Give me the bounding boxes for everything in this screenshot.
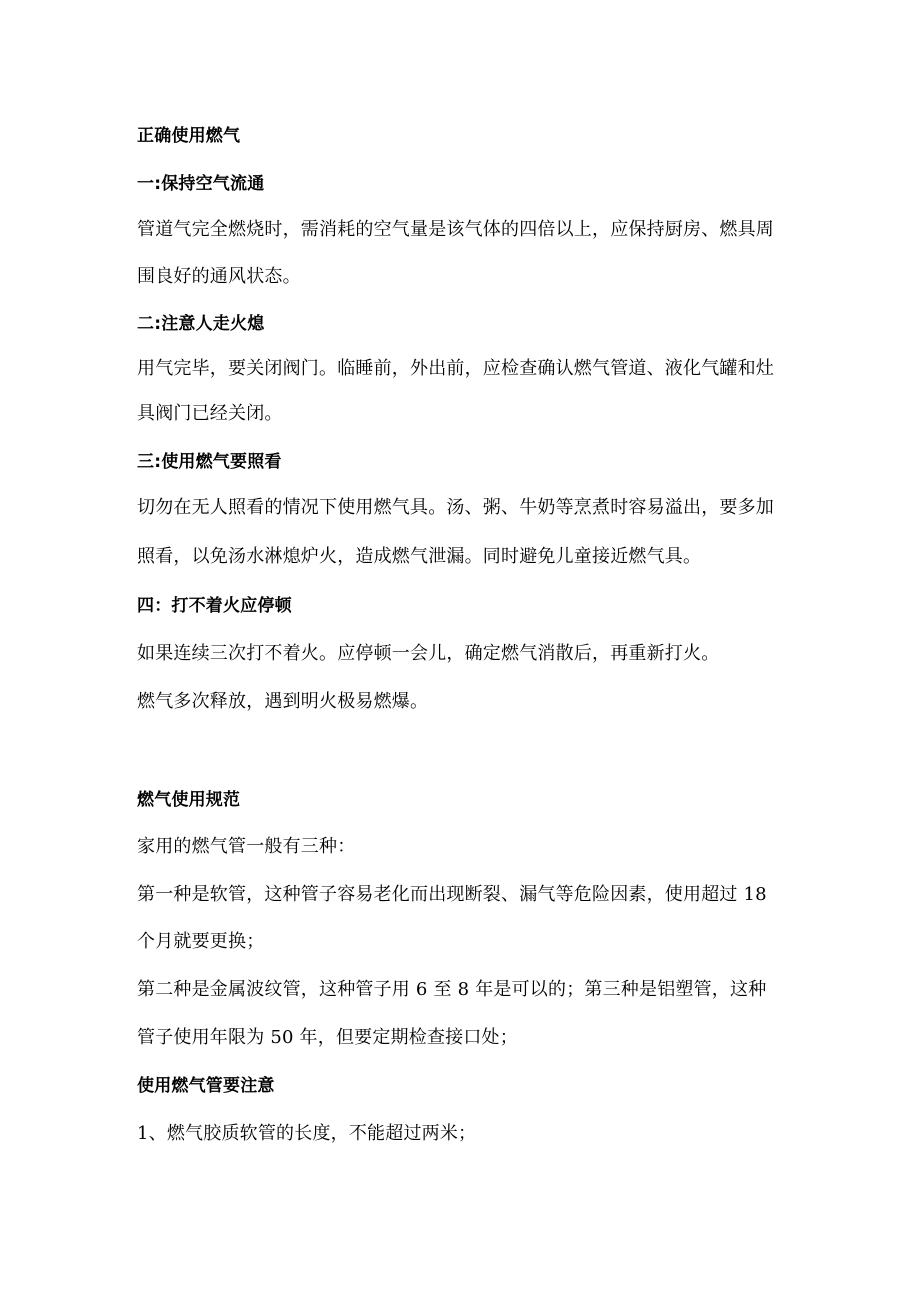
paragraph-line: 第一种是软管，这种管子容易老化而出现断裂、漏气等危险因素，使用超过 18	[137, 884, 767, 905]
paragraph-line: 第二种是金属波纹管，这种管子用 6 至 8 年是可以的；第三种是铝塑管，这种	[137, 979, 767, 1000]
heading-watch-gas-use: 三:使用燃气要照看	[137, 452, 282, 472]
section-title-gas-usage-rules: 燃气使用规范	[137, 790, 241, 810]
section-title-gas-pipe-notes: 使用燃气管要注意	[137, 1076, 275, 1096]
paragraph-line: 1、燃气胶质软管的长度，不能超过两米；	[137, 1123, 477, 1144]
paragraph-line: 管子使用年限为 50 年，但要定期检查接口处；	[137, 1027, 518, 1048]
paragraph-line: 围良好的通风状态。	[137, 266, 301, 287]
paragraph-line: 如果连续三次打不着火。应停顿一会儿，确定燃气消散后，再重新打火。	[137, 643, 720, 664]
paragraph-line: 家用的燃气管一般有三种：	[137, 836, 356, 857]
heading-pause-if-no-ignition: 四：打不着火应停顿	[137, 596, 292, 616]
paragraph-line: 用气完毕，要关闭阀门。临睡前，外出前，应检查确认燃气管道、液化气罐和灶	[137, 358, 774, 379]
paragraph-line: 切勿在无人照看的情况下使用燃气具。汤、粥、牛奶等烹煮时容易溢出，要多加	[137, 497, 774, 518]
paragraph-line: 个月就要更换；	[137, 931, 265, 952]
paragraph-line: 照看，以免汤水淋熄炉火，造成燃气泄漏。同时避免儿童接近燃气具。	[137, 546, 702, 567]
heading-keep-air-flow: 一:保持空气流通	[137, 174, 265, 194]
paragraph-line: 管道气完全燃烧时，需消耗的空气量是该气体的四倍以上，应保持厨房、燃具周	[137, 219, 774, 240]
paragraph-line: 燃气多次释放，遇到明火极易燃爆。	[137, 691, 429, 712]
paragraph-line: 具阀门已经关闭。	[137, 403, 283, 424]
section-title-correct-use: 正确使用燃气	[137, 126, 241, 146]
heading-turn-off-when-leaving: 二:注意人走火熄	[137, 314, 265, 334]
